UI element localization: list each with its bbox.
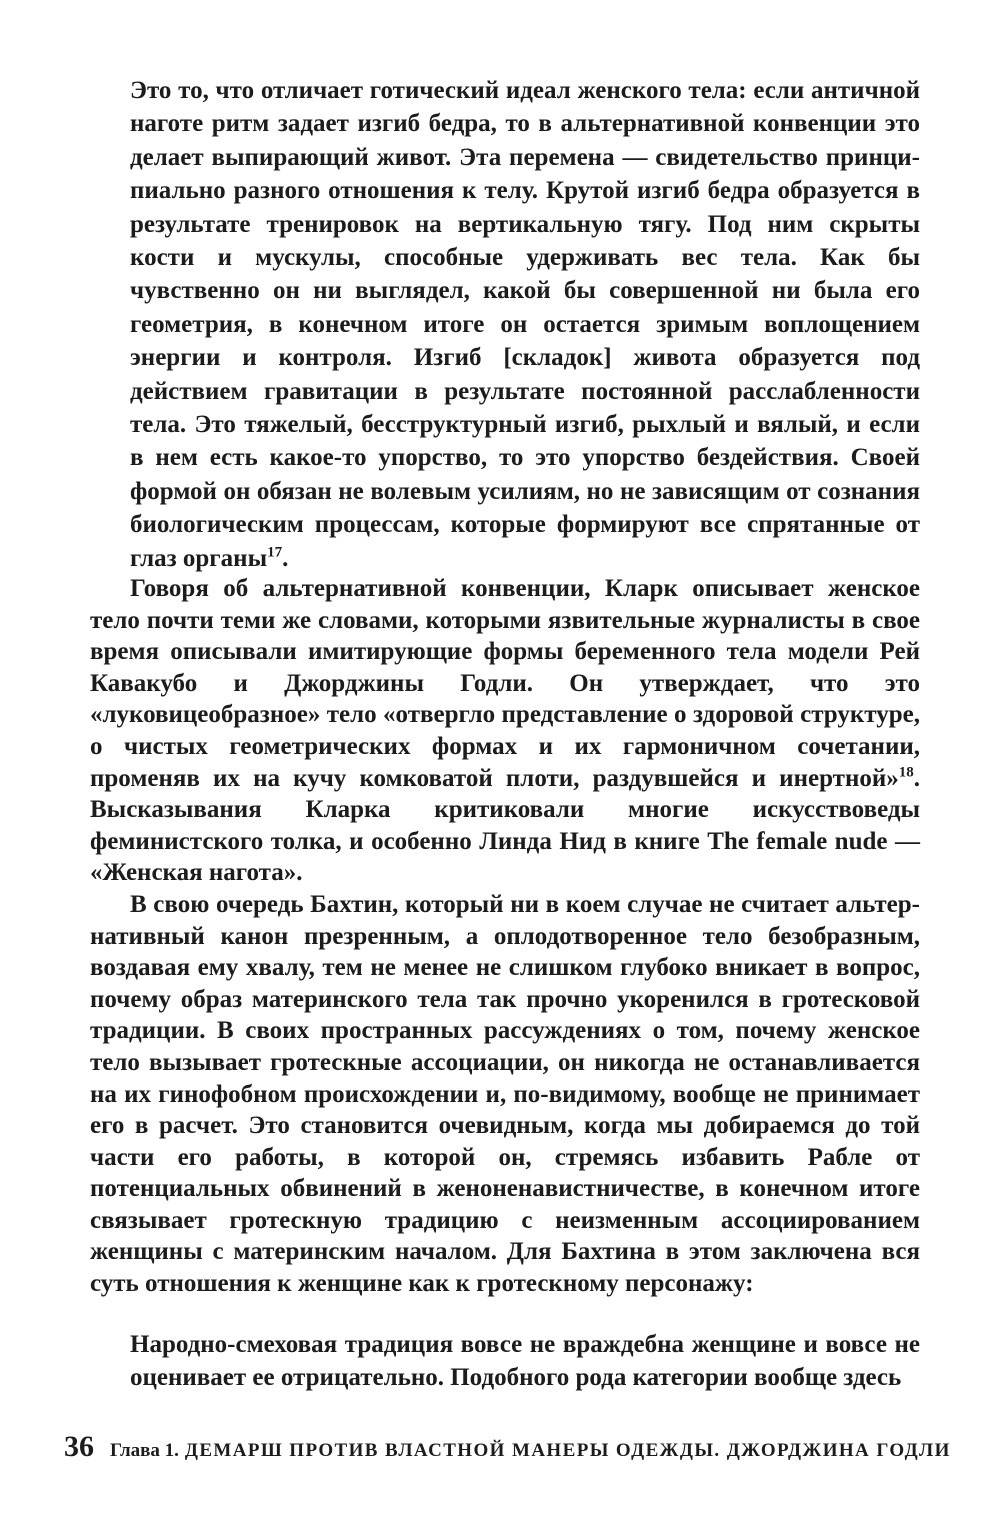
page-number: 36: [64, 1430, 94, 1463]
block-quote-folk-tradition: [130, 1328, 920, 1395]
paragraph-clark: [90, 573, 920, 889]
block-quote-gothic-ideal: [130, 74, 920, 575]
chapter-title: ДЕМАРШ ПРОТИВ ВЛАСТНОЙ МАНЕРЫ ОДЕЖДЫ. ДЖОРДЖИНА ГОДЛИ: [184, 1440, 951, 1461]
body-text: [90, 573, 920, 1300]
quote-text: Народно-смеховая традиция вовсе не враждебна женщине и вовсе не оценивает ее отрицательно. Подобного рода категории вообще здесь: [130, 1331, 920, 1392]
page-footer: [64, 1430, 951, 1470]
quote-end-punctuation: .: [282, 544, 289, 572]
chapter-label: Глава 1.: [110, 1440, 179, 1461]
paragraph-bakhtin: [90, 889, 920, 1300]
footnote-marker-17: 17: [267, 544, 283, 561]
quote-text: Это то, что отличает готический идеал женского тела: если античной наготе ритм задает изгиб бедра, то в альтернативной конвенции это делает выпирающий живот. Эта перемена — свидетельство принципиально разного отношения к телу. Крутой изгиб бедра образуется в результате тренировок на вертикальную тягу. Под ним скрыты кости и мускулы, способные удерживать вес тела. Как бы чувственно он ни выглядел, какой бы совершенной ни была его геометрия, в конечном итоге он остается зримым воплощением энергии и контроля. Изгиб [складок] живота образуется под действием гравитации в результате постоянной расслабленности тела. Это тяжелый, бесструктурный изгиб, рыхлый и вялый, и если в нем есть какое-то упорство, то это упорство бездействия. Своей формой он обязан не волевым усилиям, но не зависящим от сознания биологическим процессам, которые формируют все спрятанные от глаз органы: [130, 77, 920, 572]
paragraph-text: Говоря об альтернативной конвенции, Кларк описывает женское тело почти теми же словами, которыми язвительные журналисты в свое время описывали имитирующие формы беременного тела модели Рей Кавакубо и Джорджины Годли. Он утверждает, что это «луковицеобразное» тело «отвергло представление о здоровой структуре, о чистых геометрических формах и их гармоничном сочетании, променяв их на кучу комковатой плоти, раздувшейся и инертной»: [90, 575, 920, 792]
paragraph-text-continued: . Высказывания Кларка критиковали многие искусствоведы феминистского толка, и особенно Линда Нид в книге The female nude — «Женская нагота».: [90, 764, 920, 887]
paragraph-text: В свою очередь Бахтин, который ни в коем случае не считает альтернативный канон презренным, а оплодотворенное тело безобразным, воздавая ему хвалу, тем не менее не слишком глубоко вникает в вопрос, почему образ материнского тела так прочно укоренился в гротесковой традиции. В своих пространных рассуждениях о том, почему женское тело вызывает гротескные ассоциации, он никогда не останавливается на их гинофобном происхождении и, по-видимому, вообще не принимает его в расчет. Это становится очевидным, когда мы добираемся до той части его работы, в которой он, стремясь избавить Рабле от потенциальных обвинений в женоненавистничестве, в конечном итоге связывает гротескную традицию с неизменным ассоциированием женщины с материнским началом. Для Бахтина в этом заключена вся суть отношения к женщине как к гротескному персонажу:: [90, 890, 920, 1298]
footnote-marker-18: 18: [898, 764, 914, 781]
